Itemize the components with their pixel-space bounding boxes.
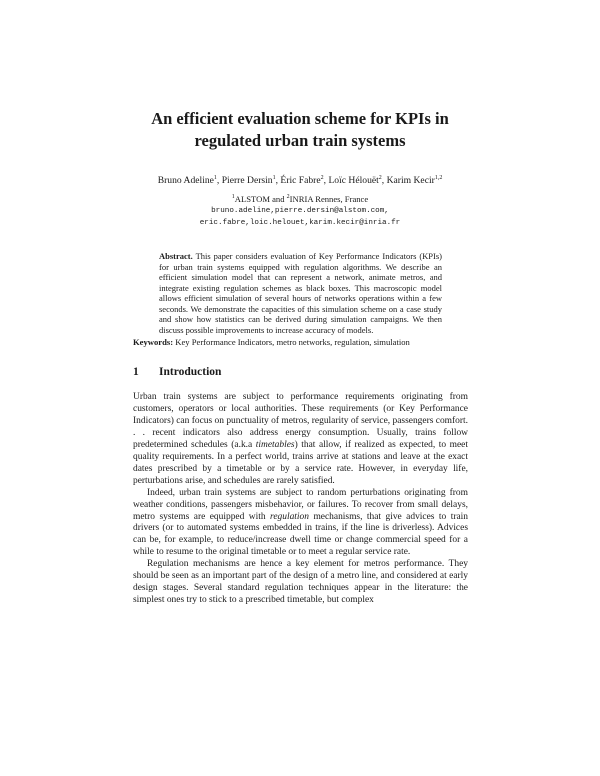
- author-affiliation-mark: 1,2: [434, 174, 443, 181]
- abstract-label: Abstract.: [159, 251, 193, 261]
- paragraph-2: Indeed, urban train systems are subject to random perturbations originating from weather conditions, passengers misbehavior, or failures. To recover from small delays, metro systems are equipped with regulation mechanisms, that give advices to train drivers (or to automated systems embedded in trains, if the line is driverless). Advices can be, for example, to reduce/increase dwell time or change commercial speed for a while to resume to the original timetable or to meet a regular service rate.: [133, 487, 468, 558]
- author-list: Bruno Adeline$^1$, Pierre Dersin$^1$, Éric Fabre$^2$, Loïc Hélouët$^2$, Karim Kecir$^{1,2}$: [157, 174, 443, 186]
- email-line-1: bruno.adeline,pierre.dersin@alstom.com,: [211, 207, 389, 215]
- author-name: Éric Fabre: [280, 175, 321, 186]
- keywords: [133, 336, 468, 348]
- section-heading: [133, 365, 221, 380]
- author-affiliation-mark: 2: [378, 174, 382, 181]
- abstract: [159, 251, 442, 335]
- author-name: Pierre Dersin: [221, 175, 273, 186]
- paragraph-3: Regulation mechanisms are hence a key element for metros performance. They should be seen as an important part of the design of a metro line, and considered at early design stages. Several standard regulation techniques appear in the literature: the simplest ones try to stick to a prescribed timetable, but complex: [133, 559, 468, 606]
- paragraph-1: Urban train systems are subject to performance requirements originating from customers, operators or local authorities. These requirements (or Key Performance Indicators) can focus on punctuality of metros, regularity of service, passengers comfort. . . recent indicators also address energy consumption. Usually, trains follow predetermined schedules (a.k.a timetables) that allow, if realized as expected, to meet quality requirements. In a perfect world, trains arrive at stations and leave at the exact dates prescribed by a timetable or by a service rate. However, in everyday life, perturbations arise, and schedules are rarely satisfied.: [133, 392, 468, 486]
- section-title: Introduction: [159, 366, 222, 378]
- section-body: [133, 392, 468, 607]
- author-affiliation-mark: 1: [272, 174, 276, 181]
- section-number: 1: [133, 366, 139, 378]
- author-name: Loïc Hélouët: [328, 175, 379, 186]
- affiliations: [0, 193, 600, 229]
- keywords-label: Keywords:: [133, 337, 174, 347]
- keywords-text: Key Performance Indicators, metro networks, regulation, simulation: [175, 337, 410, 347]
- author-name: Bruno Adeline: [157, 175, 214, 186]
- abstract-text: This paper considers evaluation of Key Performance Indicators (KPIs) for urban train systems equipped with regulation algorithms. We describe an efficient simulation model that can represent a network, animate metros, and integrate existing regulation schemes as black boxes. This macroscopic model allows efficient simulation of several hours of networks operations within a few seconds. We demonstrate the capacities of this simulation scheme on a case study and show how statistics can be derived during simulation campaigns. We then discuss possible improvements to increase accuracy of models.: [159, 251, 442, 335]
- paper-title: [0, 108, 600, 152]
- email-line-2: eric.fabre,loic.helouet,karim.kecir@inria.fr: [199, 219, 401, 227]
- affiliation-line: $^1$ALSTOM and $^2$INRIA Rennes, France: [231, 194, 369, 204]
- author-affiliation-mark: 1: [213, 174, 217, 181]
- author-affiliation-mark: 2: [320, 174, 324, 181]
- title-line-2: regulated urban train systems: [194, 131, 406, 150]
- title-line-1: An efficient evaluation scheme for KPIs in: [151, 109, 449, 128]
- author-name: Karim Kecir: [386, 175, 435, 186]
